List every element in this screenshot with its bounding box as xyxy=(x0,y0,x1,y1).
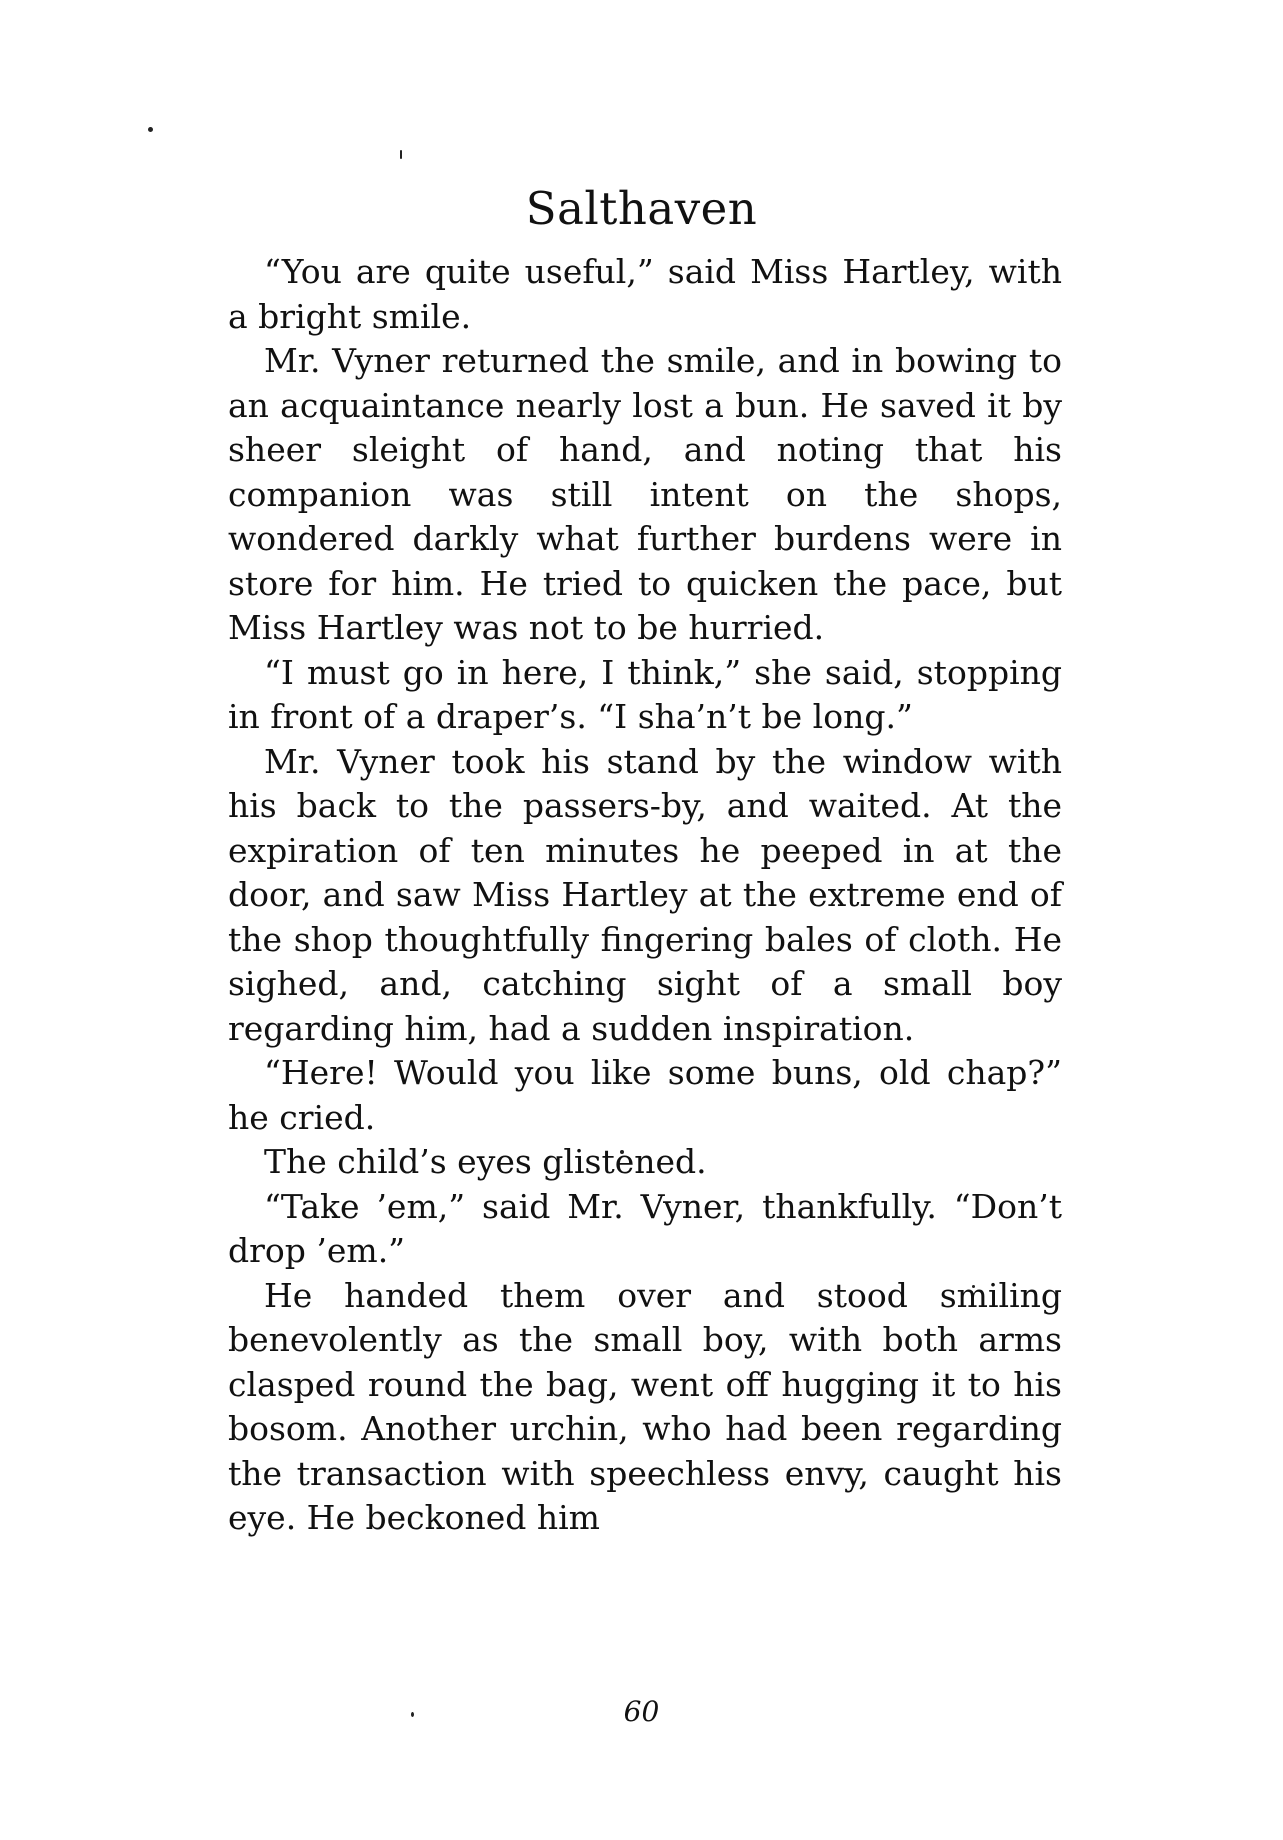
paragraph: “Take ’em,” said Mr. Vyner, thankfully. “Don’t drop ’em.” xyxy=(228,1186,1062,1270)
paragraph: Mr. Vyner returned the smile, and in bowing to an acquaintance nearly lost a bun. He saved it by sheer sleight of hand, and noting that his companion was still intent on the shops, wondered darkly what further burdens were in store for him. He tried to quicken the pace, but Miss Hartley was not to be hurried. xyxy=(228,341,1062,647)
paragraph: He handed them over and stood smiling benevolently as the small boy, with both arms clasped round the bag, went off hugging it to his bosom. Another urchin, who had been regarding the transaction with speechless envy, caught his eye. He beckoned him xyxy=(228,1275,1062,1537)
paragraph: “Here! Would you like some buns, old chap?” he cried. xyxy=(228,1053,1062,1137)
paragraph: Mr. Vyner took his stand by the window with his back to the passers-by, and waited. At the expiration of ten minutes he peeped in at the door, and saw Miss Hartley at the extreme end of the shop thoughtfully fingering bales of cloth. He sighed, and, catching sight of a small boy regarding him, had a sudden inspiration. xyxy=(228,741,1062,1048)
page-number: 60 xyxy=(623,1695,660,1728)
paragraph: The child’s eyes glistened. xyxy=(264,1142,707,1181)
scan-speck xyxy=(148,127,153,132)
paragraph: “I must go in here, I think,” she said, stopping in front of a draper’s. “I sha’n’t be long.” xyxy=(228,652,1062,736)
paragraph: “You are quite useful,” said Miss Hartley, with a bright smile. xyxy=(228,252,1062,336)
scan-speck xyxy=(400,150,402,159)
running-head: Salthaven xyxy=(525,182,758,235)
body-text xyxy=(228,250,1062,1541)
